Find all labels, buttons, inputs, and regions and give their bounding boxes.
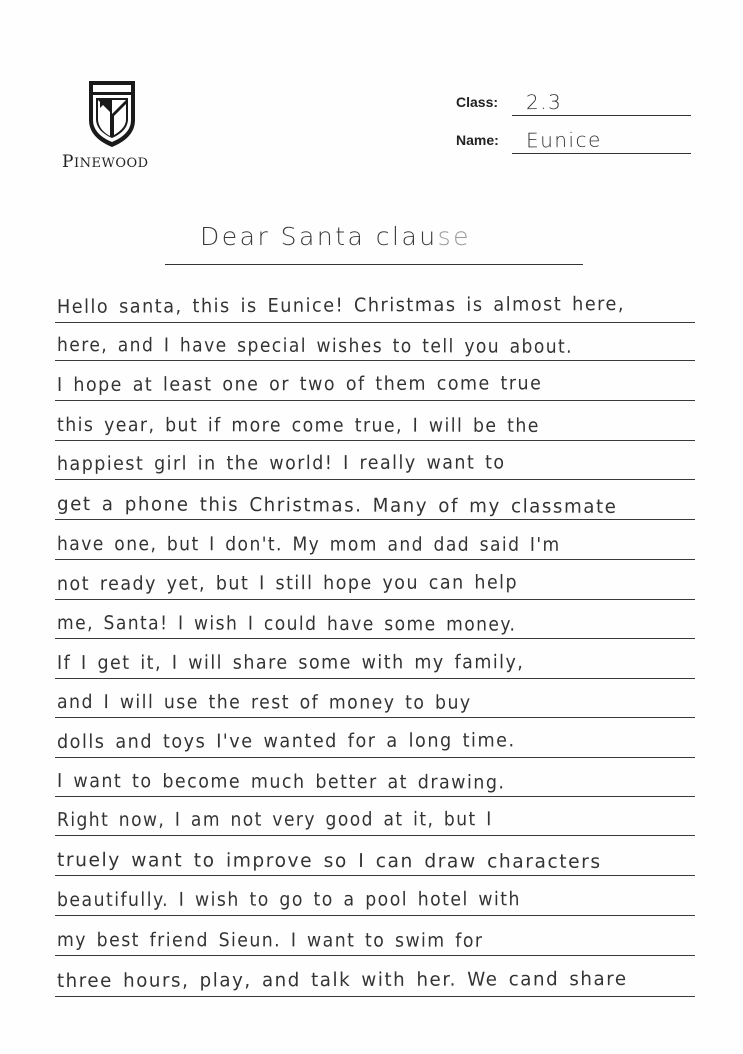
handwritten-line: I want to become much better at drawing. — [57, 770, 506, 794]
handwritten-line: and I will use the rest of money to buy — [57, 691, 472, 714]
ruled-line — [55, 479, 695, 480]
handwritten-line: If I get it, I will share some with my family, — [56, 651, 525, 674]
ruled-line — [55, 875, 695, 876]
school-name: PINEWOOD — [62, 152, 149, 172]
ruled-line — [55, 796, 695, 797]
ruled-line — [55, 835, 695, 836]
ruled-line — [55, 757, 695, 758]
handwritten-line: dolls and toys I've wanted for a long time. — [56, 729, 516, 753]
class-value: 2.3 — [525, 89, 563, 115]
handwritten-line: this year, but if more come true, I will be the — [57, 414, 540, 437]
letter-title-main: Dear Santa clau — [200, 222, 438, 251]
ruled-line — [55, 599, 695, 600]
ruled-line — [55, 440, 695, 441]
ruled-line — [55, 322, 695, 323]
ruled-line — [55, 519, 695, 520]
ruled-line — [55, 955, 695, 956]
handwritten-line: not ready yet, but I still hope you can help — [56, 571, 519, 595]
handwritten-line: Right now, I am not very good at it, but I — [56, 808, 493, 831]
handwritten-line: here, and I have special wishes to tell you about. — [57, 334, 574, 358]
ruled-line — [55, 996, 695, 997]
name-value: Eunice — [525, 127, 602, 153]
handwritten-line: I hope at least one or two of them come true — [56, 372, 543, 396]
handwritten-line: Hello santa, this is Eunice! Christmas is almost here, — [56, 293, 626, 318]
handwritten-line: my best friend Sieun. I want to swim for — [57, 929, 484, 952]
ruled-line — [55, 678, 695, 679]
ruled-line — [55, 717, 695, 718]
ruled-line — [55, 638, 695, 639]
ruled-line — [55, 559, 695, 560]
handwritten-line: have one, but I don't. My mom and dad said I'm — [57, 533, 561, 556]
handwritten-line: beautifully. I wish to go to a pool hotel with — [56, 888, 521, 911]
handwritten-line: truely want to improve so I can draw characters — [57, 849, 602, 873]
handwritten-line: get a phone this Christmas. Many of my classmate — [57, 493, 618, 518]
handwritten-line: me, Santa! I wish I could have some money. — [57, 612, 517, 636]
ruled-line — [55, 360, 695, 361]
school-name-rest: INEWOOD — [73, 156, 149, 171]
ruled-line — [55, 400, 695, 401]
handwritten-line: happiest girl in the world! I really want to — [56, 451, 506, 475]
letter-title-tail: se — [437, 222, 472, 251]
class-label: Class: — [456, 94, 499, 110]
name-label: Name: — [456, 132, 499, 148]
ruled-line — [55, 915, 695, 916]
handwritten-line: three hours, play, and talk with her. We cand share — [56, 968, 628, 992]
